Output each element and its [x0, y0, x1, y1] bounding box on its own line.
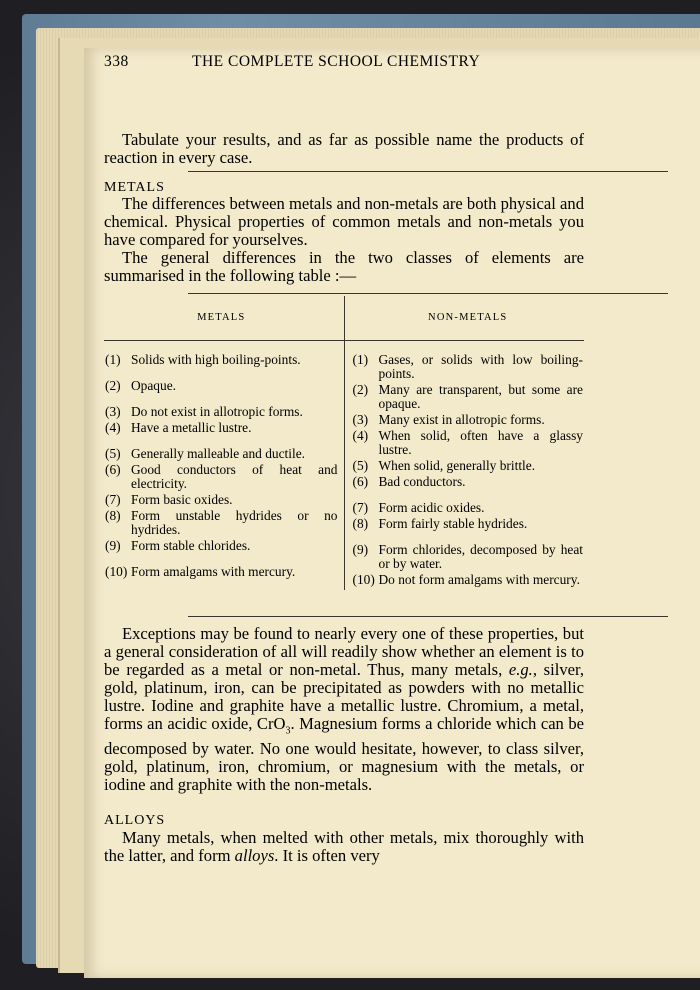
exceptions-text-c: . Magnesium forms a chloride which can be decomposed by water. No one would hesitate, however, to class silver, gold, platinum, iron, chromium, or magnesium with the metals, or iodine and graphite with the non-metals. [104, 714, 584, 795]
table-item [353, 517, 584, 531]
comparison-table [104, 296, 584, 590]
non-metals-column [344, 341, 584, 591]
alloys-paragraph [104, 829, 584, 865]
item-number: (5) [352, 458, 369, 473]
table-item [353, 459, 584, 473]
metals-column [104, 341, 344, 591]
divider [188, 171, 668, 172]
item-number: (4) [105, 420, 121, 435]
item-number: (6) [352, 474, 369, 489]
item-text: Solids with high boiling-points. [131, 352, 301, 367]
table-bottom-rule [188, 616, 668, 617]
exceptions-text-b: , silver, gold, platinum, iron, can be precipitated as powders with no metallic lustre. Iodine and graphite have a metallic lustre. Chromium, a metal, forms an acidic oxide, CrO [104, 660, 584, 733]
metals-paragraph-1: The differences between metals and non-metals are both physical and chemical. Physical properties of common metals and non-metals you have compared for yourselves. [104, 194, 584, 249]
eg-abbrev: e.g. [508, 660, 533, 679]
table-item [105, 421, 338, 435]
table-item [105, 509, 338, 537]
item-number: (2) [105, 378, 121, 393]
item-text: Gases, or solids with low boiling-points. [378, 352, 583, 381]
item-number: (10) [105, 564, 128, 579]
table-item [105, 379, 338, 393]
table-item [353, 501, 584, 515]
table-item [105, 539, 338, 553]
page-number: 338 [104, 53, 129, 70]
item-text: Generally malleable and ductile. [131, 446, 305, 461]
table-item [105, 447, 338, 461]
table-item [353, 543, 584, 571]
item-number: (5) [105, 446, 121, 461]
item-number: (2) [352, 382, 369, 397]
table-header-metals: METALS [104, 296, 344, 341]
item-text: Good conductors of heat and electricity. [131, 462, 338, 491]
exceptions-paragraph [104, 625, 584, 794]
table-top-rule [188, 293, 668, 294]
item-text: Form acidic oxides. [378, 500, 485, 515]
item-text: Form basic oxides. [131, 492, 233, 507]
table-item [105, 565, 338, 579]
running-title: THE COMPLETE SCHOOL CHEMISTRY [192, 53, 481, 70]
item-number: (4) [352, 428, 369, 443]
item-text: Do not exist in allotropic forms. [131, 404, 303, 419]
table-item [105, 405, 338, 419]
item-text: When solid, generally brittle. [378, 458, 536, 473]
item-text: Bad conductors. [378, 474, 466, 489]
table-item [353, 475, 584, 489]
item-number: (3) [105, 404, 121, 419]
item-number: (8) [352, 516, 369, 531]
table-item [353, 353, 584, 381]
item-text: When solid, often have a glassy lustre. [378, 428, 583, 457]
item-number: (8) [105, 508, 121, 523]
item-text: Form chlorides, decomposed by heat or by water. [378, 542, 583, 571]
metals-paragraph-2: The general differences in the two classes of elements are summarised in the following table :— [104, 248, 584, 285]
item-text: Form fairly stable hydrides. [378, 516, 528, 531]
item-text: Opaque. [131, 378, 176, 393]
table-item [353, 413, 584, 427]
item-text: Form unstable hydrides or no hydrides. [131, 508, 338, 537]
alloys-text-a: Many metals, when melted with other metals, mix thoroughly with the latter, and form [104, 828, 584, 865]
item-number: (9) [105, 538, 121, 553]
table-item [353, 429, 584, 457]
item-number: (10) [352, 572, 375, 587]
table-header-non-metals: NON-METALS [428, 312, 508, 323]
table-item [353, 383, 584, 411]
item-text: Many exist in allotropic forms. [378, 412, 545, 427]
table-item [105, 463, 338, 491]
item-number: (7) [352, 500, 369, 515]
item-number: (1) [352, 352, 369, 367]
section-heading-alloys: ALLOYS [104, 813, 166, 828]
item-number: (1) [105, 352, 121, 367]
alloys-term: alloys [234, 846, 275, 865]
item-number: (3) [352, 412, 369, 427]
item-text: Do not form amalgams with mercury. [378, 572, 580, 587]
intro-paragraph: Tabulate your results, and as far as possible name the products of reaction in every case. [104, 130, 584, 167]
table-item [105, 493, 338, 507]
item-number: (6) [105, 462, 121, 477]
exceptions-text-a: Exceptions may be found to nearly every one of these properties, but a general consideration of all will readily show whether an element is to be regarded as a metal or non-metal. Thus, many metals, [104, 624, 584, 679]
item-text: Have a metallic lustre. [131, 420, 252, 435]
item-text: Form stable chlorides. [131, 538, 251, 553]
alloys-text-b: . It is often very [274, 846, 380, 865]
item-number: (7) [105, 492, 121, 507]
subscript: 3 [285, 725, 291, 737]
table-item [353, 573, 584, 587]
item-text: Form amalgams with mercury. [131, 564, 296, 579]
item-number: (9) [352, 542, 369, 557]
table-item [105, 353, 338, 367]
item-text: Many are transparent, but some are opaque. [378, 382, 583, 411]
section-heading-metals: METALS [104, 180, 165, 195]
